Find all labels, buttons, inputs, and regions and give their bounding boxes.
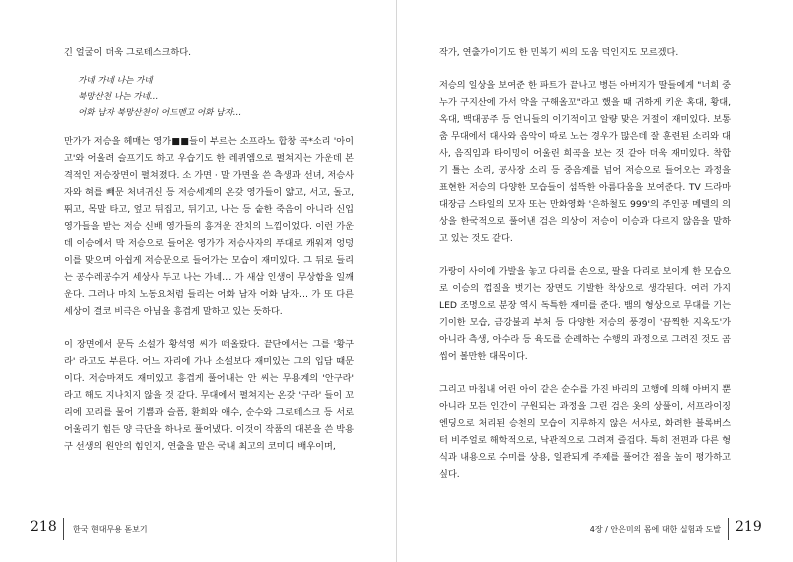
paragraph: 작가, 연출가이기도 한 민복기 씨의 도움 덕인지도 모르겠다.	[439, 47, 679, 58]
right-footer	[397, 516, 793, 542]
left-page-body	[64, 44, 354, 471]
verse-line: 어화 남자 북망산천이 어드멘고 어화 남자…	[78, 108, 242, 118]
verse-line: 가네 가네 나는 가네	[78, 76, 153, 86]
left-page	[0, 0, 396, 562]
footer-divider	[728, 518, 729, 540]
right-page	[397, 0, 793, 562]
paragraph: 가랑이 사이에 가발을 놓고 다리를 손으로, 팔을 다리로 보이게 한 모습으로 이승의 껍질을 벗기는 장면도 기발한 착상으로 생각된다. 여러 가지 LED 조명으로 분장 역시 독특한 재미를 준다. 뱀의 형상으로 무대를 기는 기이한 모습, 금강불괴 부처 등 다양한 저승의 풍경이 '끔찍한 지옥도'가 아니라 측생, 아수라 등 육도를 순례하는 수행의 과정으로 그려진 것도 곰씹어 볼만한 대목이다.	[439, 266, 731, 362]
page-number: 218	[30, 519, 57, 535]
running-title: 한국 현대무용 돋보기	[73, 525, 148, 534]
paragraph: 긴 얼굴이 더욱 그로테스크하다.	[64, 47, 192, 58]
verse-line: 북망산천 나는 가네…	[78, 92, 159, 102]
page-number: 219	[735, 519, 762, 535]
running-title: 4장 / 안은미의 몸에 대한 실험과 도발	[589, 525, 721, 534]
verse-block	[78, 73, 354, 121]
left-footer	[0, 516, 396, 542]
paragraph: 이 장면에서 문득 소설가 황석영 씨가 떠올랐다. 끝단에서는 그를 '황구라' 라고도 부른다. 어느 자리에 가나 소설보다 재미있는 그의 입담 때문이다. 저승마져도 재미있고 흥겹게 풀어내는 안 씨는 무용계의 '안구라' 라고 해도 지나치지 않을 것 같다. 무대에서 펼쳐지는 온갖 '구라' 들이 꼬리에 꼬리를 물어 기쁨과 슬픔, 환희와 애수, 순수와 그로테스크 등 서로 어울리기 힘든 양 극단을 하나로 풀어냈다. 이것이 작품의 대본을 쓴 박용구 선생의 원안의 힘인지, 연출을 맡은 국내 최고의 코미디 배우이며,	[64, 339, 354, 452]
paragraph: 저승의 일상을 보여준 한 파트가 끝나고 병든 아버지가 딸들에게 "너희 중 누가 구지산에 가서 약을 구해올꼬"라고 했을 때 귀하게 키운 혹대, 황대, 옥대, 백대공주 등 언니들의 이기적이고 알량 맞은 거절이 재미있다. 보통 춤 무대에서 대사와 음악이 따로 노는 경우가 많은데 잘 훈련된 소리와 대사, 음직임과 타이밍이 어울린 희곡을 보는 것 같아 더욱 재미있다. 착합기 틀는 소리, 공사장 소리 등 중음계를 넘어 저승으로 들어오는 과정을 표현한 저승의 다양한 모습들이 섬뜩한 아름다움을 보여준다. TV 드라마 대장금 스타일의 모자 또는 만화영화 '은하철도 999'의 주인공 메텔의 의상을 한국적으로 풀어낸 검은 의상이 저승이 이승과 다르지 않음을 말하고 있는 것도 같다.	[439, 80, 731, 244]
paragraph: 그리고 마침내 어린 아이 같은 순수를 가진 바리의 고행에 의해 아버지 뿐 아니라 모든 인간이 구원되는 과정을 그린 검은 옷의 상풀이, 서프라이징 엔딩으로 처리된 승천의 모습이 지루하지 않은 서사로, 화려한 블록버스터 비주얼로 해학적으로, 낙관적으로 그려져 즐겁다. 특히 전편과 다른 형식과 내용으로 수미를 상용, 일관되게 주제를 풀어간 점을 높이 평가하고 싶다.	[439, 384, 731, 480]
right-page-body	[439, 44, 731, 499]
paragraph: 만가가 저승을 헤매는 영가■■들이 부르는 소프라노 합창 곡*소리 '아이고'와 어울려 슬프기도 하고 우습기도 한 레퀴엠으로 펼쳐지는 가운데 본격적인 저승장면이 펼쳐졌다. 소 가면 · 말 가면을 쓴 측생과 선녀, 저승사자와 혀를 빼문 처녀귀신 등 저승세계의 온갖 영가들이 얇고, 서고, 돌고, 뛰고, 목말 타고, 엎고 뒤집고, 뒤기고, 나는 등 숱한 죽음이 아니라 신입 영가들을 받는 저승 신배 영가들의 흥겨운 잔치의 느낌이었다. 이런 가운데 이승에서 막 저승으로 들어온 영가가 저승사자의 푸대로 캐워져 엉덩이를 맞으며 아쉽게 저승문으로 들어가는 모습이 재미있다. 그 뒤로 들리는 공수레공수거 세상사 두고 나는 가네… 가 새삼 인생이 무상함을 일깨운다. 그러나 마치 노동요처럼 들리는 어화 남자 어화 남자… 가 또 다른 세상이 결코 비극은 아님을 흥겹게 말하고 있는 듯하다.	[64, 136, 354, 317]
footer-divider	[63, 518, 64, 540]
